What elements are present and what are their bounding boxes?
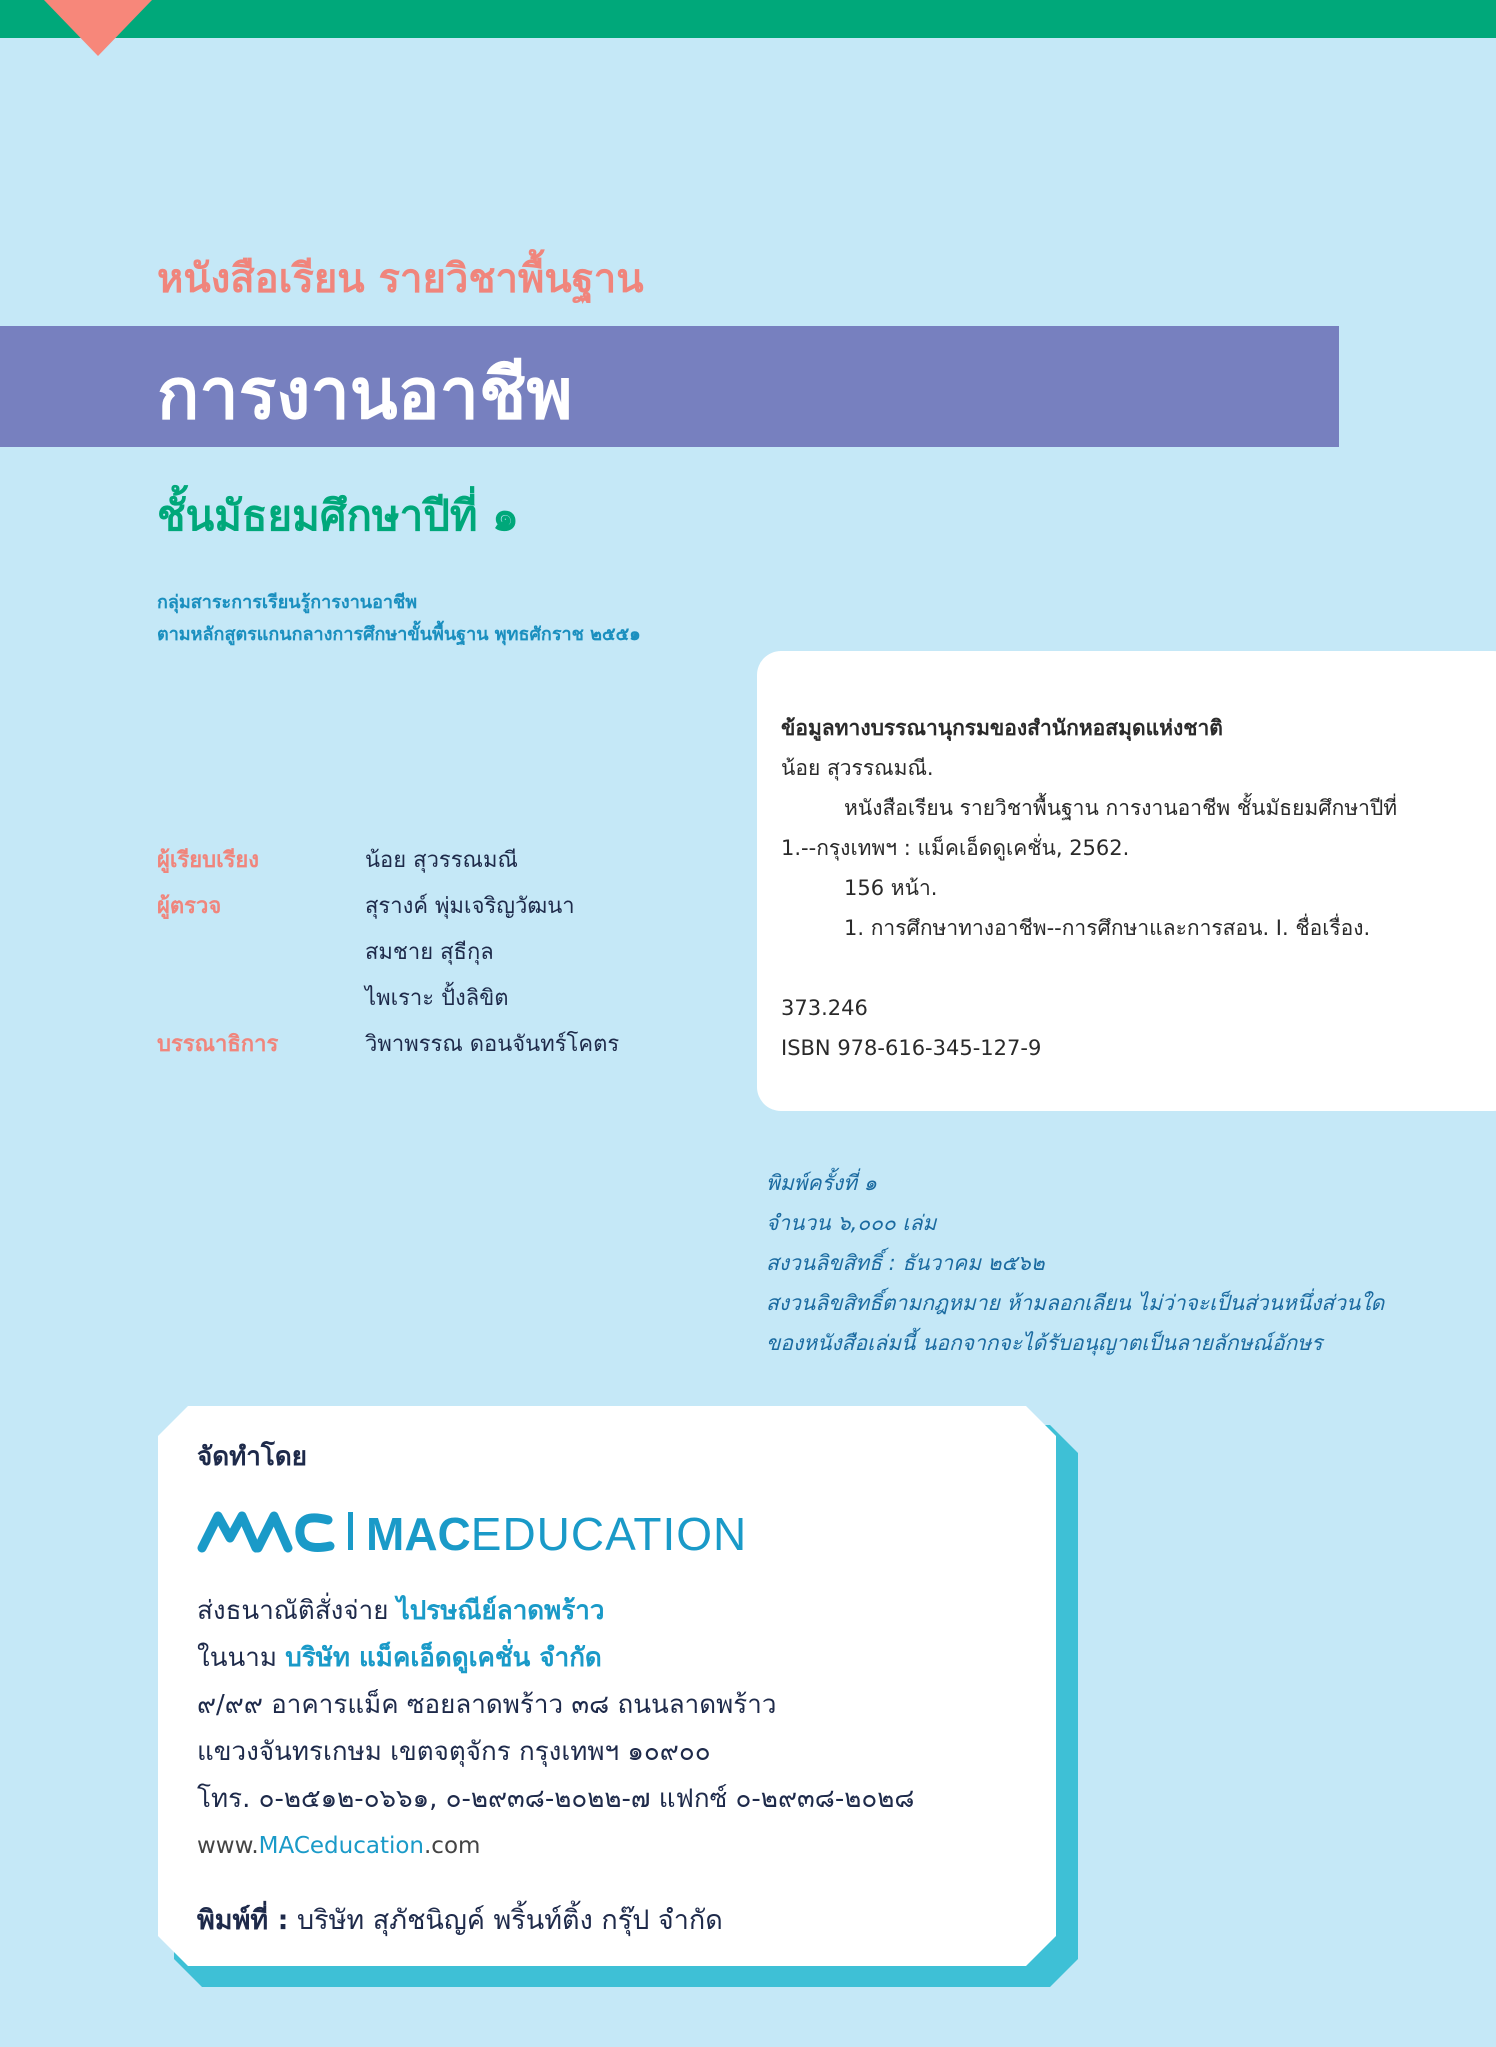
svg-text:MACEDUCATION [366, 1508, 747, 1554]
book-title: การงานอาชีพ [157, 353, 573, 435]
grade-level: ชั้นมัธยมศึกษาปีที่ ๑ [157, 491, 519, 540]
address-line-2: แขวงจันทรเกษม เขตจตุจักร กรุงเทพฯ ๑๐๙๐๐ [197, 1737, 711, 1767]
printer-name: บริษัท สุภัชนิญค์ พริ้นท์ติ้ง กรุ๊ป จำกัด [288, 1905, 723, 1936]
cip-spacer [781, 948, 1397, 988]
payee-name: บริษัท แม็คเอ็ดดูเคชั่น จำกัด [285, 1643, 602, 1673]
publisher-details [197, 1588, 914, 1870]
credit-role: ผู้เรียบเรียง [157, 847, 260, 873]
credits-list [157, 836, 757, 1066]
printer-label: พิมพ์ที่ : [197, 1905, 289, 1936]
phone-line: โทร. ๐-๒๕๑๒-๐๖๖๑, ๐-๒๙๓๘-๒๐๒๒-๗ แฟกซ์ ๐-๒๙๓๘-๒๐๒๘ [197, 1784, 915, 1814]
credit-row [157, 882, 757, 928]
cip-class-number: 373.246 [781, 996, 868, 1020]
cip-isbn: ISBN 978-616-345-127-9 [781, 1036, 1042, 1060]
credit-name: น้อย สุวรรณมณี [365, 847, 518, 873]
logo-divider [348, 1512, 353, 1550]
subject-info [157, 587, 641, 651]
credit-name: สุรางค์ พุ่มเจริญวัฒนา [365, 893, 575, 919]
print-edition: พิมพ์ครั้งที่ ๑ [766, 1171, 877, 1195]
cip-pages: 156 หน้า. [844, 876, 938, 900]
website-link[interactable] [197, 1823, 914, 1870]
money-order-place: ไปรษณีย์ลาดพร้าว [396, 1596, 605, 1626]
series-heading: หนังสือเรียน รายวิชาพื้นฐาน [157, 256, 644, 302]
copyright-notice-2: ของหนังสือเล่มนี้ นอกจากจะได้รับอนุญาตเป็นลายลักษณ์อักษร [766, 1331, 1323, 1355]
mac-education-logo [196, 1508, 836, 1554]
publisher-heading: จัดทำโดย [197, 1442, 307, 1472]
cip-heading: ข้อมูลทางบรรณานุกรมของสำนักหอสมุดแห่งชาติ [781, 716, 1223, 740]
printer-line [197, 1898, 723, 1941]
money-order-prefix: ส่งธนาณัติสั่งจ่าย [197, 1596, 397, 1626]
print-info [766, 1163, 1384, 1363]
corner-triangle [44, 0, 152, 56]
payee-prefix: ในนาม [197, 1643, 286, 1673]
web-suffix: .com [424, 1833, 481, 1859]
copyright-date: สงวนลิขสิทธิ์ : ธันวาคม ๒๕๖๒ [766, 1251, 1045, 1275]
address-line-1: ๙/๙๙ อาคารแม็ค ซอยลาดพร้าว ๓๘ ถนนลาดพร้าว [197, 1690, 777, 1720]
credit-name: วิพาพรรณ ดอนจันทร์โคตร [365, 1031, 620, 1057]
credit-row [157, 974, 757, 1020]
credit-role: ผู้ตรวจ [157, 893, 222, 919]
top-bar [0, 0, 1496, 38]
credit-name: ไพเราะ ปั้งลิขิต [365, 985, 509, 1011]
credit-row [157, 1020, 757, 1066]
web-prefix: www. [197, 1833, 259, 1859]
cip-author: น้อย สุวรรณมณี. [781, 756, 934, 780]
cip-block [781, 708, 1397, 1068]
credit-row [157, 836, 757, 882]
web-domain: MACeducation [258, 1833, 424, 1859]
credit-row [157, 928, 757, 974]
mac-logo-mark [202, 1516, 330, 1548]
cip-imprint: 1.--กรุงเทพฯ : แม็คเอ็ดดูเคชั่น, 2562. [781, 836, 1130, 860]
logo-education-text: EDUCATION [470, 1508, 748, 1554]
credit-role: บรรณาธิการ [157, 1031, 279, 1057]
print-quantity: จำนวน ๖,๐๐๐ เล่ม [766, 1211, 937, 1235]
cip-subjects: 1. การศึกษาทางอาชีพ--การศึกษาและการสอน. I. ชื่อเรื่อง. [844, 916, 1371, 940]
subject-group: กลุ่มสาระการเรียนรู้การงานอาชีพ [157, 592, 418, 613]
curriculum: ตามหลักสูตรแกนกลางการศึกษาขั้นพื้นฐาน พุทธศักราช ๒๕๕๑ [157, 624, 641, 645]
payee-line [197, 1635, 914, 1682]
cip-title-line: หนังสือเรียน รายวิชาพื้นฐาน การงานอาชีพ ชั้นมัธยมศึกษาปีที่ [844, 796, 1398, 820]
money-order-line [197, 1588, 914, 1635]
copyright-notice-1: สงวนลิขสิทธิ์ตามกฎหมาย ห้ามลอกเลียน ไม่ว่าจะเป็นส่วนหนึ่งส่วนใด [766, 1291, 1385, 1315]
logo-mac-text: MAC [366, 1508, 471, 1554]
credit-name: สมชาย สุธีกุล [365, 939, 494, 965]
